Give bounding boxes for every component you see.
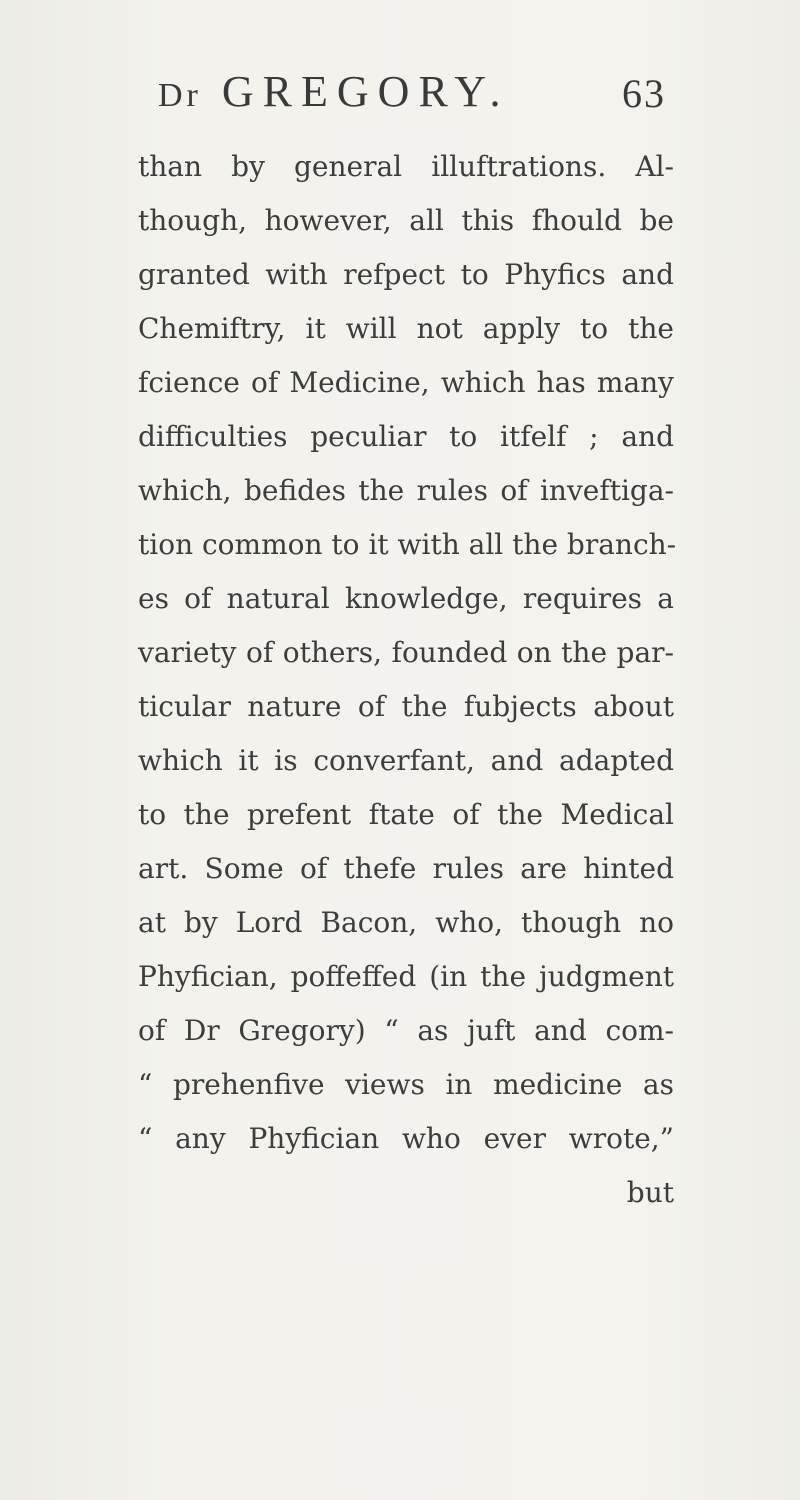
catchword: but (626, 1176, 674, 1209)
text-line: than by general illuftrations. Al- (138, 150, 674, 183)
text-line: Phyfician, poffeffed (in the judgment (138, 960, 674, 993)
page-number: 63 (622, 71, 666, 116)
text-line: Chemiftry, it will not apply to the (138, 312, 674, 345)
text-line: which, befides the rules of inveftiga- (138, 474, 674, 507)
text-line: at by Lord Bacon, who, though no (138, 906, 674, 939)
quoted-text-line: “ prehenfive views in medicine as (138, 1068, 674, 1101)
body-text (138, 140, 677, 1220)
running-head (158, 66, 658, 126)
text-line: ticular nature of the fubjects about (138, 690, 674, 723)
text-line: difficulties peculiar to itfelf ; and (138, 420, 674, 453)
text-line: es of natural knowledge, requires a (138, 582, 674, 615)
text-line: fcience of Medicine, which has many (138, 366, 674, 399)
text-line: variety of others, founded on the par- (138, 636, 674, 669)
text-line: to the prefent ftate of the Medical (138, 798, 674, 831)
text-line: which it is converfant, and adapted (138, 744, 674, 777)
text-line: of Dr Gregory) “ as juft and com- (138, 1014, 674, 1047)
running-head-prefix: Dr (158, 77, 202, 114)
text-line: art. Some of thefe rules are hinted (138, 852, 674, 885)
text-line: granted with refpect to Phyfics and (138, 258, 674, 291)
quoted-text-line: “ any Phyfician who ever wrote,” (138, 1122, 674, 1155)
text-line: though, however, all this fhould be (138, 204, 674, 237)
running-head-name: GREGORY. (221, 67, 510, 116)
text-line: tion common to it with all the branch- (138, 528, 677, 561)
